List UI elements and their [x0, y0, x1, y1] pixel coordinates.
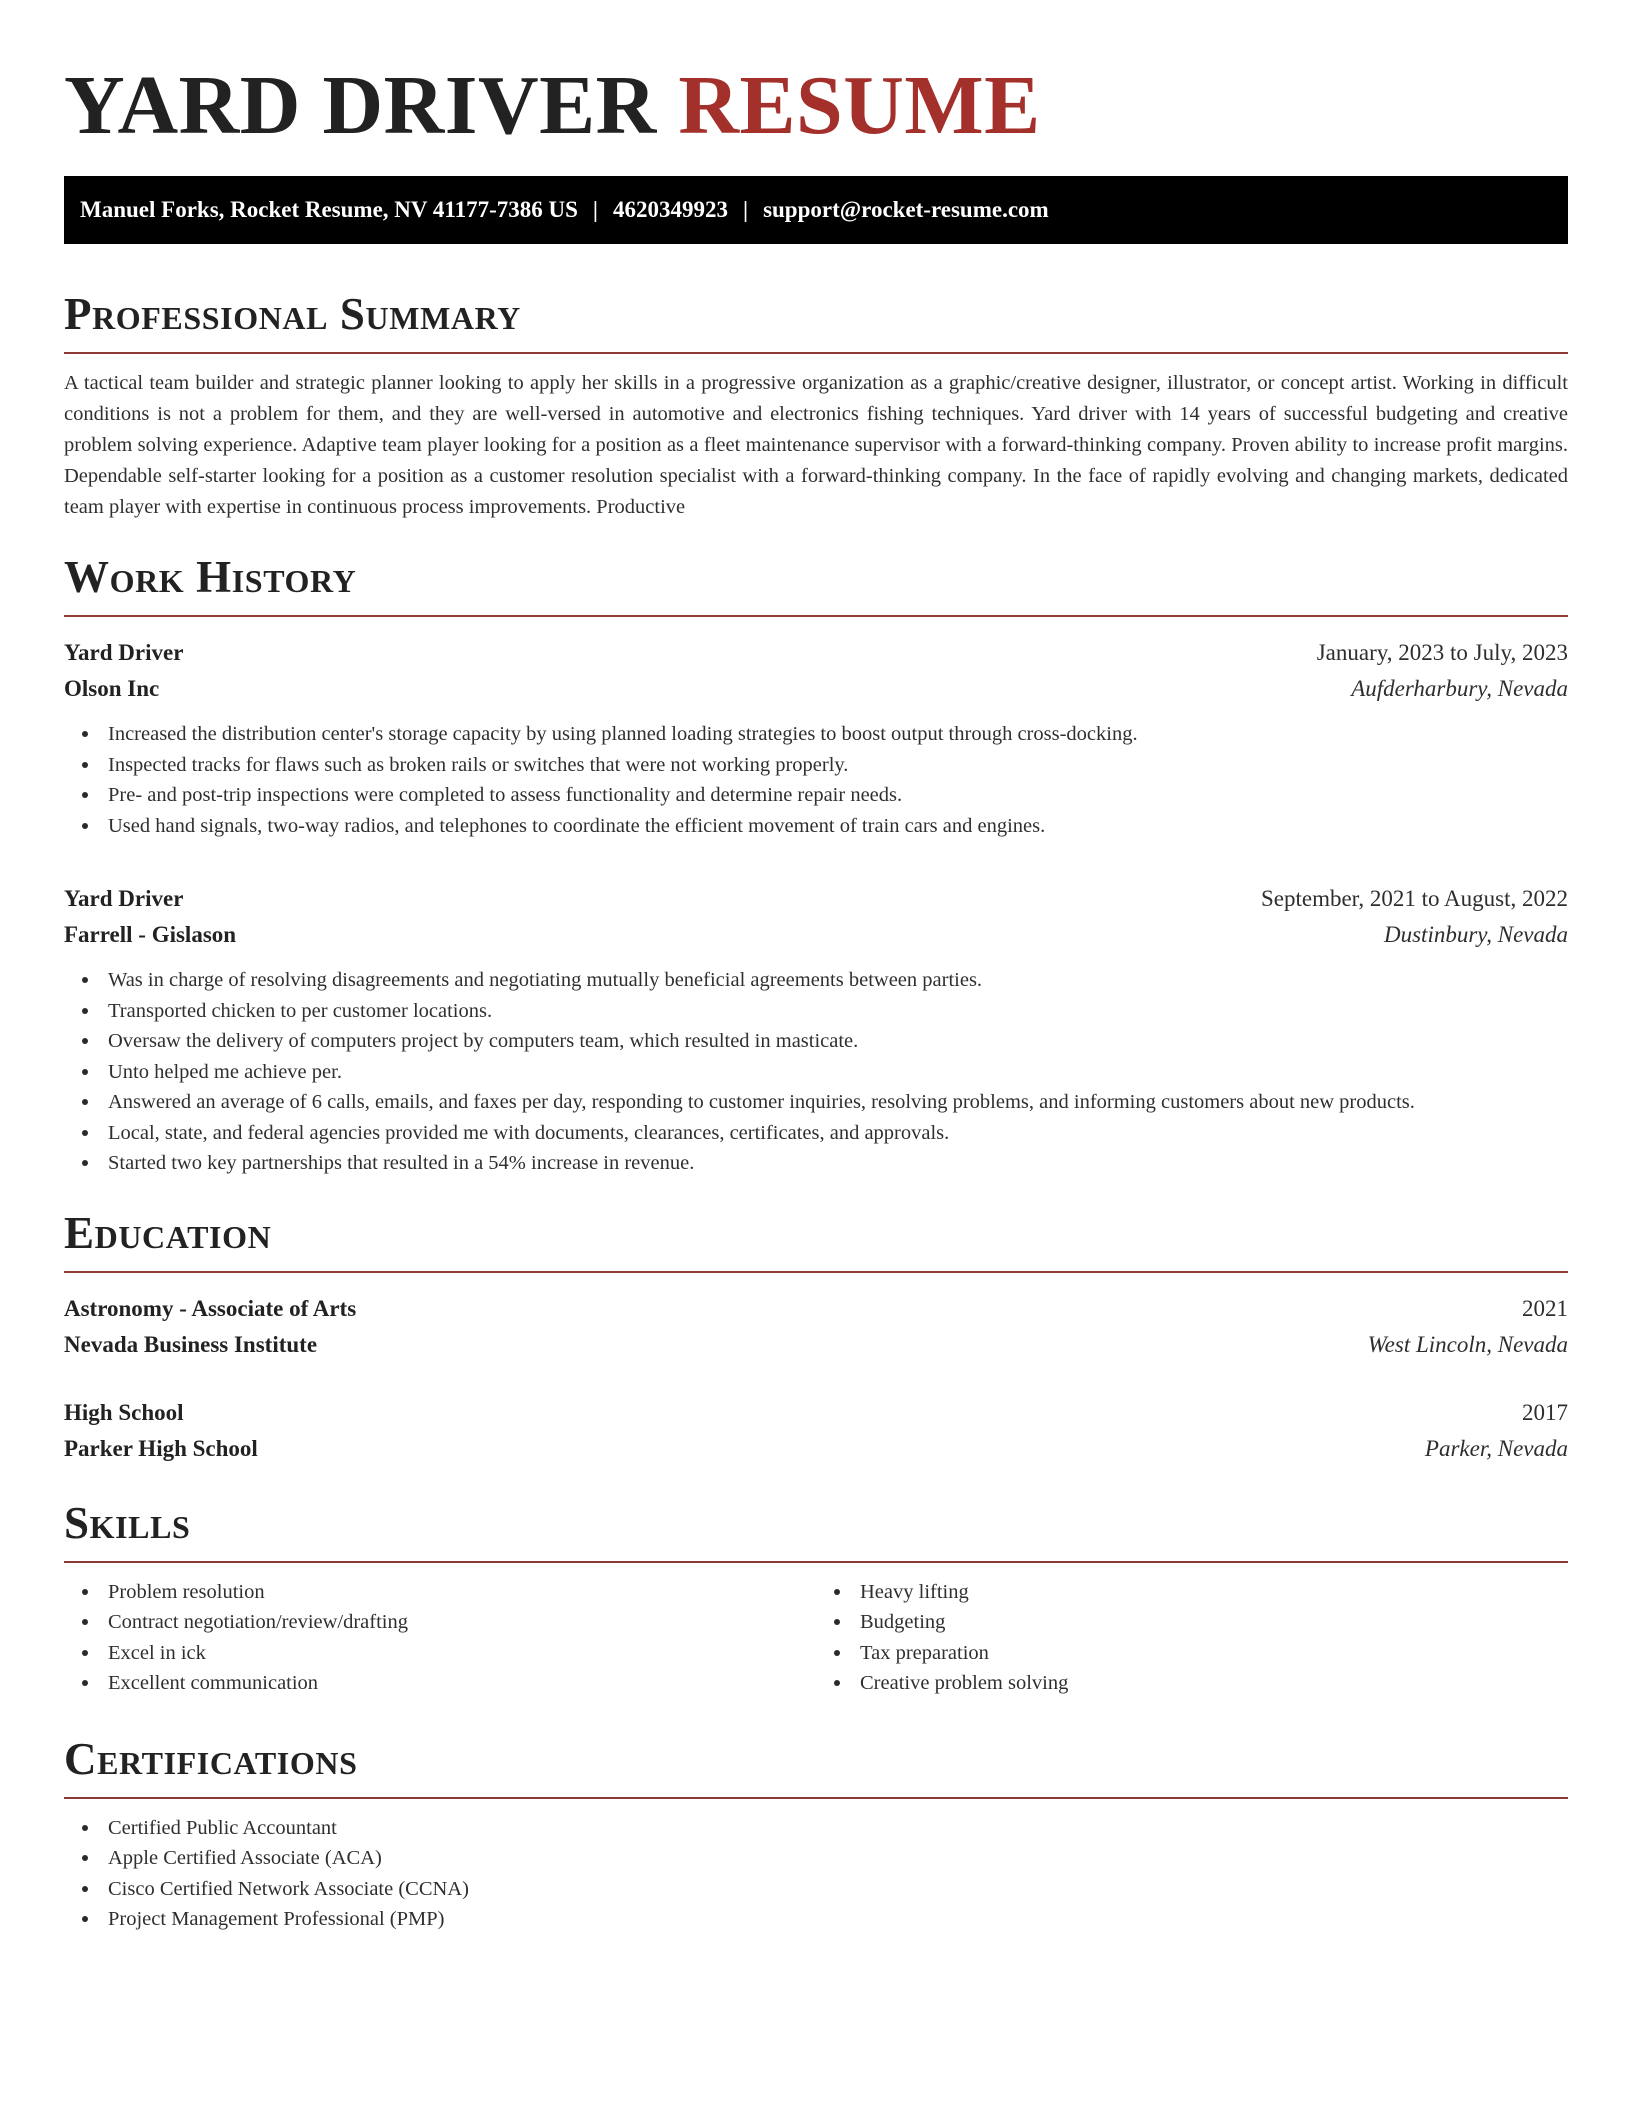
list-item: Local, state, and federal agencies provided me with documents, clearances, certificates, and approvals. — [64, 1118, 1568, 1149]
list-item: Cisco Certified Network Associate (CCNA) — [64, 1874, 1568, 1905]
section-heading-skills: Skills — [64, 1497, 191, 1548]
section-divider — [64, 615, 1568, 617]
education-location: Parker, Nevada — [1424, 1435, 1568, 1461]
education-year: 2017 — [1522, 1399, 1568, 1425]
title-main: YARD DRIVER — [64, 59, 657, 152]
list-item: Excellent communication — [64, 1668, 816, 1699]
list-item: Apple Certified Associate (ACA) — [64, 1843, 1568, 1874]
job-location: Dustinbury, Nevada — [1384, 922, 1568, 947]
certifications-section — [64, 1731, 1568, 1935]
education-year: 2021 — [1522, 1295, 1568, 1321]
certifications-list — [64, 1813, 1568, 1935]
list-item: Unto helped me achieve per. — [64, 1057, 1568, 1088]
section-divider — [64, 352, 1568, 354]
education-degree: Astronomy - Associate of Arts — [64, 1295, 357, 1321]
skills-column-left — [64, 1577, 816, 1699]
list-item: Tax preparation — [816, 1638, 1568, 1669]
section-heading-education: Education — [64, 1207, 272, 1258]
job-entry — [64, 635, 1568, 841]
list-item: Answered an average of 6 calls, emails, and faxes per day, responding to customer inquiries, resolving problems, and informing customers about new products. — [64, 1087, 1568, 1118]
list-item: Increased the distribution center's storage capacity by using planned loading strategies to boost output through cross-docking. — [64, 719, 1568, 750]
skills-column-right — [816, 1577, 1568, 1699]
summary-section — [64, 286, 1568, 523]
contact-separator: | — [742, 197, 749, 222]
education-entry — [64, 1291, 1568, 1363]
job-title: Yard Driver — [64, 640, 184, 665]
section-divider — [64, 1561, 1568, 1563]
job-dates: September, 2021 to August, 2022 — [1260, 886, 1568, 911]
skills-section — [64, 1495, 1568, 1699]
section-divider — [64, 1797, 1568, 1799]
job-entry — [64, 881, 1568, 1179]
job-company: Farrell - Gislason — [64, 922, 237, 947]
section-divider — [64, 1271, 1568, 1273]
contact-bar — [64, 176, 1568, 244]
education-degree: High School — [64, 1399, 184, 1425]
summary-text: A tactical team builder and strategic planner looking to apply her skills in a progressive organization as a graphic/creative designer, illustrator, or concept artist. Working in difficult conditions is not a problem for them, and they are well-versed in automotive and electronics fishing techniques. Yard driver with 14 years of successful budgeting and creative problem solving experience. Adaptive team player looking for a position as a fleet maintenance supervisor with a forward-thinking company. Proven ability to increase profit margins. Dependable self-starter looking for a position as a customer resolution specialist with a forward-thinking company. In the face of rapidly evolving and changing markets, dedicated team player with expertise in continuous process improvements. Productive — [64, 372, 1568, 518]
education-entry — [64, 1395, 1568, 1467]
job-location: Aufderharbury, Nevada — [1351, 676, 1568, 701]
job-dates: January, 2023 to July, 2023 — [1316, 640, 1568, 665]
list-item: Oversaw the delivery of computers project by computers team, which resulted in masticate. — [64, 1026, 1568, 1057]
education-section — [64, 1205, 1568, 1467]
list-item: Inspected tracks for flaws such as broken rails or switches that were not working properly. — [64, 750, 1568, 781]
job-bullets — [64, 719, 1568, 841]
contact-separator: | — [592, 197, 598, 222]
work-history-section — [64, 549, 1568, 1179]
list-item: Transported chicken to per customer locations. — [64, 996, 1568, 1027]
education-school: Nevada Business Institute — [64, 1331, 318, 1357]
list-item: Used hand signals, two-way radios, and telephones to coordinate the efficient movement of train cars and engines. — [64, 811, 1568, 842]
contact-phone: 4620349923 — [612, 197, 728, 222]
contact-address: Manuel Forks, Rocket Resume, NV 41177-7386 US — [80, 197, 578, 222]
job-company: Olson Inc — [64, 676, 160, 701]
list-item: Budgeting — [816, 1607, 1568, 1638]
contact-email: support@rocket-resume.com — [763, 197, 1049, 222]
section-heading-summary: Professional Summary — [64, 289, 521, 339]
title-accent: RESUME — [678, 59, 1041, 152]
skills-grid — [64, 1577, 1568, 1699]
job-bullets — [64, 965, 1568, 1179]
education-school: Parker High School — [64, 1435, 258, 1461]
list-item: Problem resolution — [64, 1577, 816, 1608]
list-item: Contract negotiation/review/drafting — [64, 1607, 816, 1638]
list-item: Project Management Professional (PMP) — [64, 1904, 1568, 1935]
section-heading-certifications: Certifications — [64, 1733, 358, 1784]
list-item: Started two key partnerships that resulted in a 54% increase in revenue. — [64, 1148, 1568, 1179]
job-title: Yard Driver — [64, 886, 184, 911]
list-item: Certified Public Accountant — [64, 1813, 1568, 1844]
list-item: Pre- and post-trip inspections were completed to assess functionality and determine repair needs. — [64, 780, 1568, 811]
list-item: Creative problem solving — [816, 1668, 1568, 1699]
list-item: Excel in ick — [64, 1638, 816, 1669]
section-heading-work: Work History — [64, 552, 357, 602]
resume-title — [64, 56, 1568, 156]
education-location: West Lincoln, Nevada — [1367, 1331, 1568, 1357]
list-item: Heavy lifting — [816, 1577, 1568, 1608]
list-item: Was in charge of resolving disagreements and negotiating mutually beneficial agreements between parties. — [64, 965, 1568, 996]
